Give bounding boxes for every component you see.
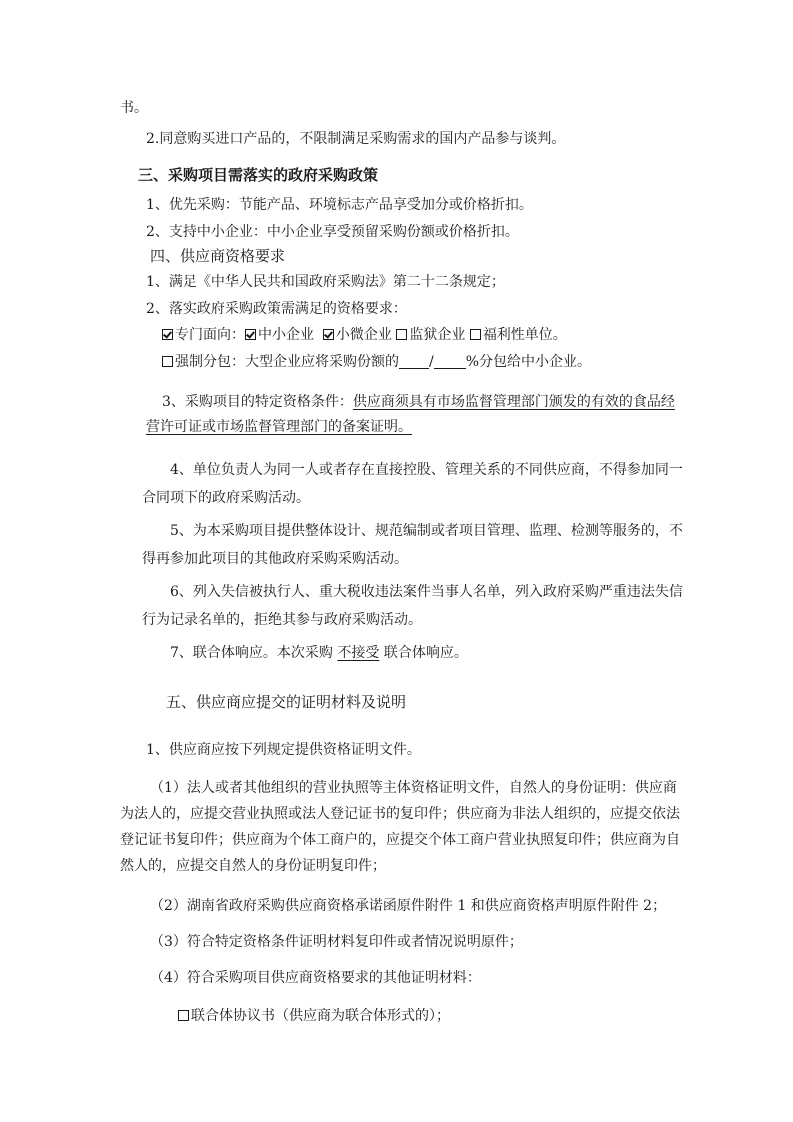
underlined-text: 不接受 xyxy=(337,645,380,661)
text-line: 1、满足《中华人民共和国政府采购法》第二十二条规定； xyxy=(146,274,505,290)
checkbox-label: 监狱企业 xyxy=(409,327,466,343)
text-line: （1）法人或者其他组织的营业执照等主体资格证明文件，自然人的身份证明：供应商 xyxy=(150,780,677,796)
text-line: 2、支持中小企业：中小企业享受预留采购份额或价格折扣。 xyxy=(146,224,519,240)
checkbox-empty-icon[interactable] xyxy=(470,329,481,340)
checkbox-row-2 xyxy=(162,352,591,372)
text-line: （4）符合采购项目供应商资格要求的其他证明材料： xyxy=(150,970,481,986)
checkbox-label: 小微企业 xyxy=(335,327,392,343)
checkbox-row-3 xyxy=(178,1006,450,1026)
text-line: （3）符合特定资格条件证明材料复印件或者情况说明原件； xyxy=(150,934,523,950)
underlined-text: 供应商须具有市场监督管理部门颁发的有效的食品经 xyxy=(352,394,675,410)
section-heading-5: 五、供应商应提交的证明材料及说明 xyxy=(166,693,407,711)
text-line: 4、单位负责人为同一人或者存在直接控股、管理关系的不同供应商，不得参加同一 xyxy=(170,462,683,478)
text-line xyxy=(162,392,675,412)
checkbox-tail-text: %分包给中小企业。 xyxy=(465,354,592,370)
text-line xyxy=(170,643,468,663)
blank-field[interactable] xyxy=(434,354,466,369)
checkbox-checked-icon[interactable] xyxy=(245,329,256,340)
blank-field[interactable] xyxy=(399,354,429,369)
text-line: 5、为本采购项目提供整体设计、规范编制或者项目管理、监理、检测等服务的，不 xyxy=(170,523,683,539)
checkbox-empty-icon[interactable] xyxy=(178,1010,189,1021)
checkbox-checked-icon[interactable] xyxy=(162,329,173,340)
checkbox-label: 福利性单位。 xyxy=(482,327,567,343)
text-line: 得再参加此项目的其他政府采购采购活动。 xyxy=(142,551,408,567)
checkbox-label: 专门面向： xyxy=(175,327,245,343)
text-line: 2.同意购买进口产品的，不限制满足采购需求的国内产品参与谈判。 xyxy=(146,131,566,147)
text-line: 1、优先采购：节能产品、环境标志产品享受加分或价格折扣。 xyxy=(146,197,533,213)
checkbox-row-1 xyxy=(162,325,567,345)
text-line: 为法人的，应提交营业执照或法人登记证书的复印件；供应商为非法人组织的，应提交依法 xyxy=(120,806,680,822)
checkbox-empty-icon[interactable] xyxy=(396,329,407,340)
checkbox-label: 强制分包：大型企业应将采购份额的 xyxy=(175,354,399,370)
text-line: 2、落实政府采购政策需满足的资格要求： xyxy=(146,301,407,317)
text-line: 1、供应商应按下列规定提供资格证明文件。 xyxy=(146,742,421,758)
text-line: 登记证书复印件；供应商为个体工商户的，应提交个体工商户营业执照复印件；供应商为自 xyxy=(120,832,680,848)
underlined-text: 营许可证或市场监督管理部门的备案证明。 xyxy=(146,419,412,435)
text-fragment: 联合体响应。 xyxy=(383,645,468,661)
checkbox-checked-icon[interactable] xyxy=(323,329,334,340)
section-heading-3: 三、采购项目需落实的政府采购政策 xyxy=(138,166,379,184)
text-fragment: 3、采购项目的特定资格条件： xyxy=(162,394,353,410)
text-line: 合同项下的政府采购活动。 xyxy=(142,490,310,506)
text-line: 书。 xyxy=(120,100,148,116)
checkbox-label: 联合体协议书（供应商为联合体形式的）； xyxy=(191,1008,450,1024)
text-line: 然人的，应提交自然人的身份证明复印件； xyxy=(120,858,386,874)
text-line: 6、列入失信被执行人、重大税收违法案件当事人名单，列入政府采购严重违法失信 xyxy=(170,584,683,600)
text-fragment: 7、联合体响应。本次采购 xyxy=(170,645,333,661)
checkbox-label: 中小企业 xyxy=(258,327,314,343)
section-heading-4: 四、供应商资格要求 xyxy=(150,247,286,265)
text-line: （2）湖南省政府采购供应商资格承诺函原件附件 1 和供应商资格声明原件附件 2； xyxy=(150,898,667,914)
slash-text: / xyxy=(429,354,434,370)
checkbox-empty-icon[interactable] xyxy=(162,356,173,367)
text-line: 行为记录名单的，拒绝其参与政府采购活动。 xyxy=(142,612,422,628)
